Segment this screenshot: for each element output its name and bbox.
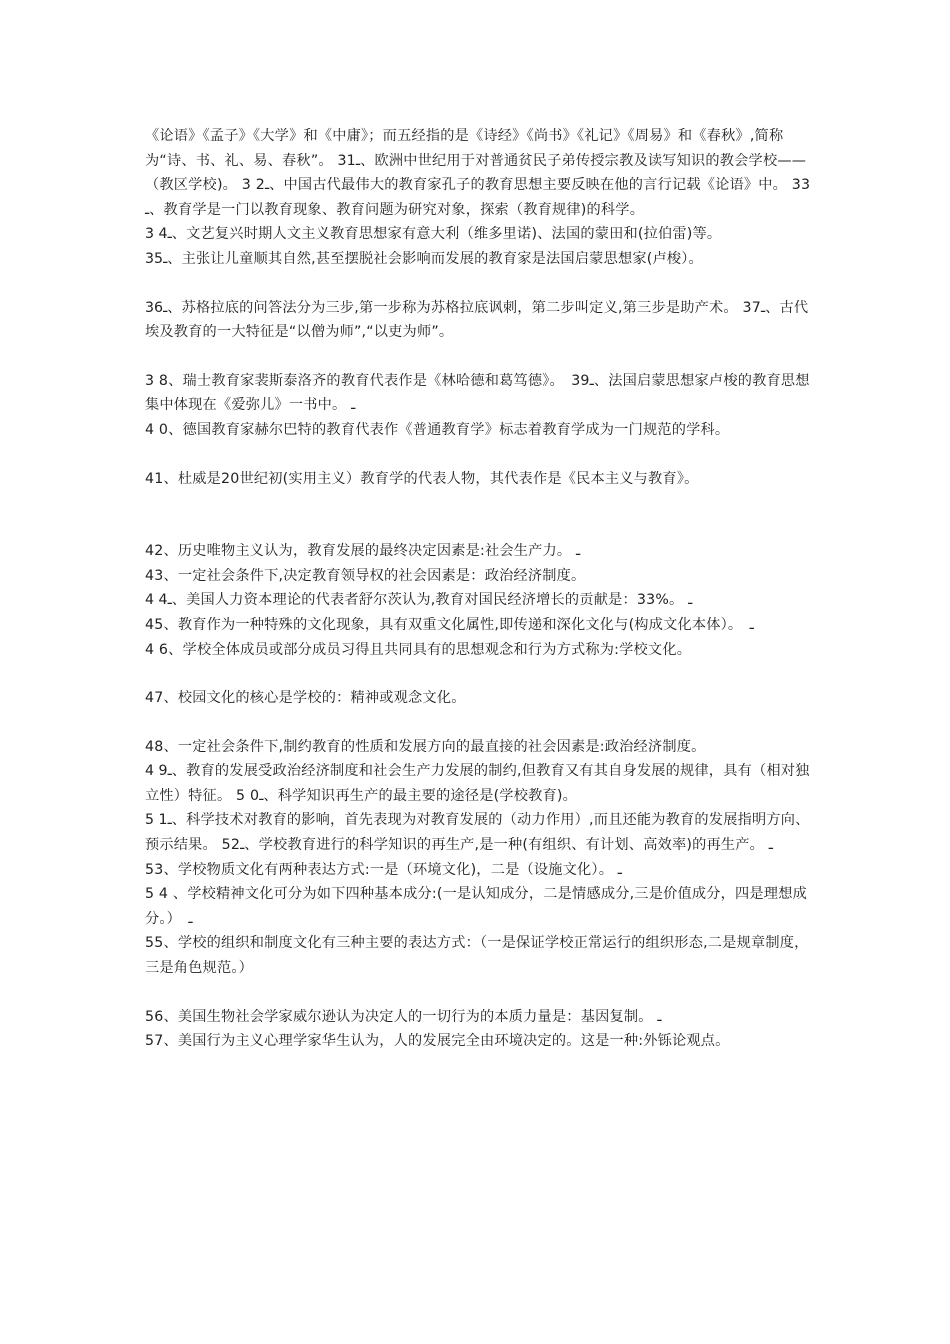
paragraph-41: 41、杜威是20世纪初(实用主义）教育学的代表人物，其代表作是《民本主义与教育》。 [145, 470, 699, 487]
paragraph-gap [145, 272, 817, 296]
paragraph-56: 56、美国生物社会学家威尔逊认为决定人的一切行为的本质力量是：基因复制。 ـ [145, 1008, 662, 1025]
paragraph-53: 53、学校物质文化有两种表达方式:一是（环境文化)，二是（设施文化）。 ـ [145, 861, 622, 878]
paragraph-44: 4 4ـ、美国人力资本理论的代表者舒尔茨认为,教育对国民经济增长的贡献是：33%。 ـ [145, 592, 693, 609]
paragraph-57: 57、美国行为主义心理学家华生认为，人的发展完全由环境决定的。这是一种:外铄论观点。 [145, 1033, 730, 1050]
paragraph-40: 4 0、德国教育家赫尔巴特的教育代表作《普通教育学》标志着教育学成为一门规范的学科。 [145, 421, 730, 438]
paragraph-38: 3 8、瑞士教育家裴斯泰洛齐的教育代表作是《林哈德和葛笃德》。 39ـ、法国启蒙思想家卢梭的教育思想集中体现在《爱弥儿》一书中。 ـ [145, 372, 810, 414]
paragraph-intro: 《论语》《孟子》《大学》和《中庸》；而五经指的是《诗经》《尚书》《礼记》《周易》和《春秋》,简称为“诗、书、礼、易、春秋”。 31ـ、欧洲中世纪用于对普通贫民子弟传授宗教及读写知识的教会学校——（教区学校)。 3 2ـ、中国古代最伟大的教育家孔子的教育思想主要反映在他的言行记载《论语》中。 33ـ、教育学是一门以教育现象、教育问题为研究对象，探索（教育规律)的科学。 [145, 128, 811, 218]
paragraph-42: 42、历史唯物主义认为，教育发展的最终决定因素是:社会生产力。 ـ [145, 543, 581, 560]
paragraph-gap [145, 711, 817, 735]
paragraph-43: 43、一定社会条件下,决定教育领导权的社会因素是：政治经济制度。 [145, 567, 586, 584]
paragraph-35: 35ـ、主张让儿童顺其自然,甚至摆脱社会影响而发展的教育家是法国启蒙思想家(卢梭）。 [145, 250, 703, 267]
paragraph-gap [145, 662, 817, 686]
paragraph-54: 5 4 、学校精神文化可分为如下四种基本成分:(一是认知成分，二是情感成分,三是价值成分，四是理想成分。） ـ [145, 886, 807, 927]
paragraph-45: 45、教育作为一种特殊的文化现象，具有双重文化属性,即传递和深化文化与(构成文化本体）。 ـ [145, 616, 754, 633]
paragraph-55: 55、学校的组织和制度文化有三种主要的表达方式：（一是保证学校正常运行的组织形态,二是规章制度，三是角色规范。） [145, 935, 809, 977]
paragraph-46: 4 6、学校全体成员或部分成员习得且共同具有的思想观念和行为方式称为:学校文化。 [145, 641, 692, 658]
paragraph-48: 48、一定社会条件下,制约教育的性质和发展方向的最直接的社会因素是:政治经济制度。 [145, 738, 706, 755]
paragraph-gap [145, 345, 817, 369]
paragraph-47: 47、校园文化的核心是学校的：精神或观念文化。 [145, 690, 466, 707]
paragraph-34: 3 4ـ、文艺复兴时期人文主义教育思想家有意大利（维多里诺)、法国的蒙田和(拉伯雷)等。 [145, 226, 722, 243]
paragraph-36: 36ـ、苏格拉底的问答法分为三步,第一步称为苏格拉底讽刺，第二步叫定义,第三步是助产术。 37ـ、古代埃及教育的一大特征是“以僧为师”,“以吏为师”。 [145, 299, 809, 341]
paragraph-51: 5 1ـ、科学技术对教育的影响，首先表现为对教育发展的（动力作用）,而且还能为教育的发展指明方向、预示结果。 52ـ、学校教育进行的科学知识的再生产,是一种(有组织、有计划、高效率)的再生产。 ـ [145, 812, 810, 854]
paragraph-gap [145, 443, 817, 467]
paragraph-49: 4 9ـ、教育的发展受政治经济制度和社会生产力发展的制约,但教育又有其自身发展的规律，具有（相对独立性）特征。 5 0ـ、科学知识再生产的最主要的途径是(学校教育)。 [145, 763, 810, 804]
paragraph-gap [145, 491, 817, 539]
document-page [145, 124, 817, 1054]
paragraph-gap [145, 981, 817, 1005]
